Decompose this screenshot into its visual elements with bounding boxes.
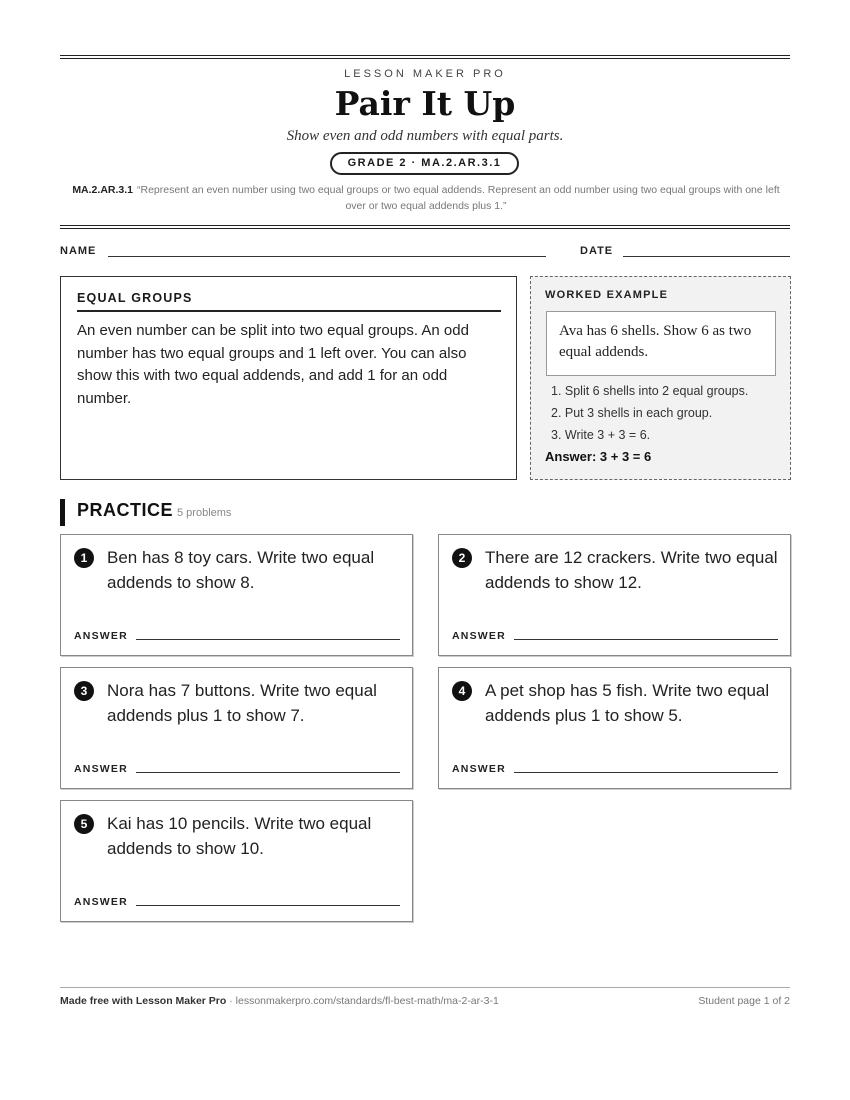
problem-card-1 xyxy=(60,534,413,656)
worked-example-step: 1. Split 6 shells into 2 equal groups. xyxy=(551,384,749,398)
header-top-rule-inner xyxy=(60,58,790,59)
worked-example-box xyxy=(530,276,791,480)
problem-text: A pet shop has 5 fish. Write two equal addends plus 1 to show 5. xyxy=(485,681,770,725)
footer-credit xyxy=(60,995,499,1007)
answer-label: ANSWER xyxy=(74,630,128,642)
practice-accent-bar xyxy=(60,499,65,526)
standard-text: “Represent an even number using two equal groups or two equal addends. Represent an odd number using two equal groups with one left over or two equal addends plus 1.” xyxy=(137,184,780,212)
problem-card-4 xyxy=(438,667,791,789)
problem-text: Ben has 8 toy cars. Write two equal addends to show 8. xyxy=(107,548,375,592)
problem-card-5 xyxy=(60,800,413,922)
footer-made-with: Made free with Lesson Maker Pro xyxy=(60,995,227,1007)
answer-label: ANSWER xyxy=(452,630,506,642)
worked-example-answer: Answer: 3 + 3 = 6 xyxy=(545,449,652,464)
date-label: DATE xyxy=(580,245,614,257)
problem-card-3 xyxy=(60,667,413,789)
answer-field[interactable] xyxy=(514,639,778,640)
answer-field[interactable] xyxy=(136,772,400,773)
footer-page-number: Student page 1 of 2 xyxy=(698,995,790,1007)
footer-rule xyxy=(60,987,790,988)
problem-card-2 xyxy=(438,534,791,656)
header-bottom-rule-inner xyxy=(60,228,790,229)
practice-count: 5 problems xyxy=(177,507,232,519)
footer-url[interactable]: · lessonmakerpro.com/standards/fl-best-math/ma-2-ar-3-1 xyxy=(226,995,499,1007)
page-subtitle: Show even and odd numbers with equal parts. xyxy=(286,128,564,144)
worked-example-prompt: Ava has 6 shells. Show 6 as two equal addends. xyxy=(546,311,776,376)
worked-example-step: 2. Put 3 shells in each group. xyxy=(551,406,713,420)
concept-box xyxy=(60,276,517,480)
worked-example-steps xyxy=(551,380,748,446)
standard-code: MA.2.AR.3.1 xyxy=(72,184,133,196)
answer-label: ANSWER xyxy=(452,763,506,775)
problem-number-badge: 1 xyxy=(74,548,94,568)
name-date-row xyxy=(60,245,790,261)
answer-label: ANSWER xyxy=(74,896,128,908)
concept-text: An even number can be split into two equal groups. An odd number has two equal groups and 1 left over. You can also show this with two equal addends, and add 1 for an odd number. xyxy=(77,322,469,407)
header-top-rule xyxy=(60,55,790,56)
answer-field[interactable] xyxy=(136,639,400,640)
header-bottom-rule xyxy=(60,225,790,226)
concept-title: EQUAL GROUPS xyxy=(77,291,501,312)
answer-label: ANSWER xyxy=(74,763,128,775)
brand-name: LESSON MAKER PRO xyxy=(344,68,506,80)
name-field[interactable] xyxy=(108,256,546,257)
name-label: NAME xyxy=(60,245,97,257)
problem-number-badge: 3 xyxy=(74,681,94,701)
date-field[interactable] xyxy=(623,256,790,257)
problem-text: There are 12 crackers. Write two equal addends to show 12. xyxy=(485,548,778,592)
problem-number-badge: 2 xyxy=(452,548,472,568)
answer-field[interactable] xyxy=(136,905,400,906)
problem-text: Nora has 7 buttons. Write two equal addends plus 1 to show 7. xyxy=(107,681,377,725)
standard-statement xyxy=(66,182,786,214)
answer-field[interactable] xyxy=(514,772,778,773)
problem-number-badge: 5 xyxy=(74,814,94,834)
worked-example-title: WORKED EXAMPLE xyxy=(545,289,669,301)
problem-number-badge: 4 xyxy=(452,681,472,701)
page-title: Pair It Up xyxy=(334,84,516,123)
worked-example-step: 3. Write 3 + 3 = 6. xyxy=(551,428,651,442)
practice-title: PRACTICE xyxy=(77,500,174,520)
problem-text: Kai has 10 pencils. Write two equal addends to show 10. xyxy=(107,814,372,858)
grade-badge: GRADE 2 · MA.2.AR.3.1 xyxy=(330,152,519,175)
